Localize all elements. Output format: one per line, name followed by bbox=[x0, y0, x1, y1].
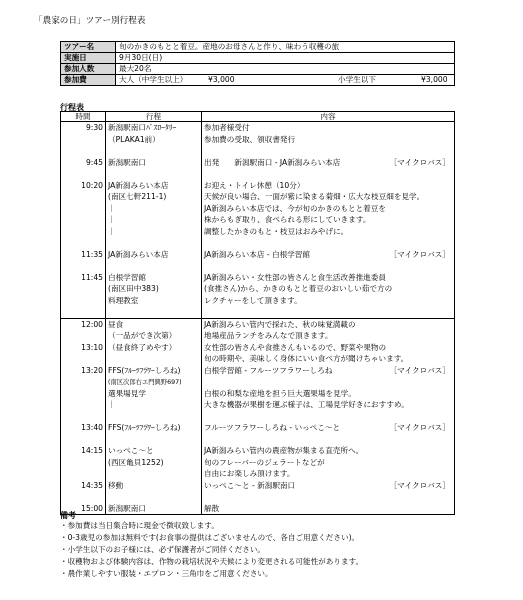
place-cell-text: いっぺこ～と bbox=[108, 446, 154, 455]
content-cell bbox=[202, 145, 454, 157]
time-cell bbox=[61, 180, 105, 192]
time-cell-text: 9:45 bbox=[85, 157, 103, 167]
place-cell bbox=[106, 457, 201, 469]
content-cell bbox=[202, 180, 454, 192]
place-cell-text: 昼食 bbox=[108, 319, 124, 329]
content-column bbox=[202, 122, 455, 319]
time-cell bbox=[61, 237, 105, 249]
content-cell-text: フルーツフラワーしろね - いっぺこ～と bbox=[204, 423, 341, 432]
place-cell bbox=[106, 306, 201, 318]
content-cell-text: 白根学習館 - フルーツフラワーしろね bbox=[204, 365, 333, 375]
header-place: 行程 bbox=[106, 112, 202, 122]
time-cell-text: 11:45 bbox=[81, 272, 103, 282]
place-cell-text: 白根学習館 bbox=[108, 272, 146, 282]
place-cell bbox=[106, 376, 201, 388]
place-cell bbox=[106, 226, 201, 238]
content-cell-text: 旬のフレーバーのジェラートなどが bbox=[204, 457, 325, 467]
time-cell bbox=[61, 168, 105, 180]
content-cell-text: 参加者様受付 bbox=[204, 123, 250, 132]
content-cell bbox=[202, 295, 454, 307]
transport-badge: ［マイクロバス］ bbox=[389, 480, 450, 490]
tour-fee bbox=[116, 75, 455, 86]
time-cell bbox=[61, 457, 105, 469]
place-cell bbox=[106, 330, 201, 342]
schedule-title: 行程表 bbox=[60, 103, 84, 112]
transport-badge: ［マイクロバス］ bbox=[389, 423, 450, 432]
content-cell bbox=[202, 445, 454, 457]
transport-badge: ［マイクロバス］ bbox=[389, 249, 450, 259]
content-cell bbox=[202, 191, 454, 203]
time-cell-text: 13:40 bbox=[81, 423, 103, 432]
place-cell bbox=[106, 295, 201, 307]
time-cell bbox=[61, 306, 105, 318]
place-cell bbox=[106, 365, 201, 377]
place-cell-text: 新潟駅南口 bbox=[108, 503, 146, 513]
content-cell bbox=[202, 480, 454, 492]
place-cell bbox=[106, 411, 201, 423]
content-cell bbox=[202, 237, 454, 249]
tour-info-table bbox=[60, 41, 455, 86]
place-cell-text: FFS(ﾌﾙｰﾂﾌﾗﾜｰしろね) bbox=[108, 365, 181, 375]
place-cell-text: ｜ bbox=[108, 226, 116, 236]
info-label: ツアー名 bbox=[61, 42, 116, 53]
place-cell bbox=[106, 237, 201, 249]
place-cell-text: ｜ bbox=[108, 215, 116, 224]
content-cell bbox=[202, 422, 454, 434]
content-cell-text: 参加費の受取、領収書発行 bbox=[204, 134, 296, 144]
content-cell bbox=[202, 503, 454, 515]
content-cell-text: JA新潟みらい本店では、今が旬のかきのもとと着豆を bbox=[204, 203, 386, 213]
content-cell bbox=[202, 388, 454, 400]
content-cell bbox=[202, 319, 454, 331]
place-cell-text: (南区次郎右エ門興野697) bbox=[108, 379, 182, 386]
time-cell bbox=[61, 319, 105, 331]
time-cell-text: 14:15 bbox=[81, 446, 103, 455]
tour-capacity: 最大20名 bbox=[116, 64, 455, 75]
time-cell-text: 13:20 bbox=[81, 365, 103, 375]
place-cell-text: FFS(ﾌﾙｰﾂﾌﾗﾜｰしろね) bbox=[108, 423, 181, 432]
place-cell bbox=[106, 157, 201, 169]
place-cell bbox=[106, 134, 201, 146]
content-cell bbox=[202, 214, 454, 226]
time-cell bbox=[61, 376, 105, 388]
document-title: 「農家の日」ツアー別行程表 bbox=[34, 16, 146, 26]
time-cell bbox=[61, 330, 105, 342]
time-cell bbox=[61, 353, 105, 365]
content-cell bbox=[202, 411, 454, 423]
place-cell bbox=[106, 503, 201, 515]
time-cell bbox=[61, 134, 105, 146]
place-cell bbox=[106, 214, 201, 226]
content-cell bbox=[202, 330, 454, 342]
content-cell-text: 女性部の皆さんや食推さんもいるので、野菜や果物の bbox=[204, 342, 387, 352]
content-cell-text: JA新潟みらい管内で採れた、秋の味覚満載の bbox=[204, 319, 356, 329]
time-cell bbox=[61, 388, 105, 400]
content-cell-text: JA新潟みらい・女性部の皆さんと食生活改善推進委員 bbox=[204, 272, 386, 282]
place-cell-text: JA新潟みらい本店 bbox=[108, 180, 169, 190]
content-cell-text: JA新潟みらい本店 - 白根学習館 bbox=[204, 249, 310, 259]
content-cell-text: 自由にお楽しみ頂けます。 bbox=[204, 469, 295, 478]
time-cell bbox=[61, 122, 105, 134]
time-cell bbox=[61, 260, 105, 272]
place-cell-text: JA新潟みらい本店 bbox=[108, 249, 169, 259]
time-cell-text: 13:10 bbox=[81, 342, 103, 352]
time-cell bbox=[61, 203, 105, 215]
place-cell bbox=[106, 480, 201, 492]
place-cell bbox=[106, 203, 201, 215]
content-cell bbox=[202, 306, 454, 318]
place-cell bbox=[106, 468, 201, 480]
place-cell bbox=[106, 122, 201, 134]
content-cell bbox=[202, 491, 454, 503]
fee-child-label: 小学生以下 bbox=[338, 75, 376, 84]
transport-badge: ［マイクロバス］ bbox=[389, 157, 450, 167]
time-cell bbox=[61, 434, 105, 446]
place-cell-text: 新潟駅南口ﾊﾞｽﾛｰﾀﾘｰ bbox=[108, 123, 177, 132]
note-item: ・参加費は当日集合時に現金で徴収致します。 bbox=[60, 521, 219, 530]
place-cell-text: ｜ bbox=[108, 203, 116, 213]
schedule-block-morning bbox=[61, 122, 455, 319]
content-cell-text: お迎え・トイレ休憩（10分） bbox=[204, 180, 305, 190]
time-cell bbox=[61, 283, 105, 295]
place-cell bbox=[106, 191, 201, 203]
time-cell-text: 12:00 bbox=[81, 319, 103, 329]
info-label: 参加費 bbox=[61, 75, 116, 86]
place-cell-text: 新潟駅南口 bbox=[108, 157, 146, 167]
content-cell bbox=[202, 168, 454, 180]
place-cell bbox=[106, 249, 201, 261]
content-cell-text: 地場産品ランチをみんなで頂きます。 bbox=[204, 331, 333, 340]
time-cell bbox=[61, 272, 105, 284]
time-cell-text: 9:30 bbox=[85, 123, 103, 132]
time-cell bbox=[61, 468, 105, 480]
time-cell-text: 10:20 bbox=[81, 180, 103, 190]
content-cell bbox=[202, 249, 454, 261]
content-cell bbox=[202, 283, 454, 295]
note-item: ・収穫物および体験内容は、作物の栽培状況や天候により変更される可能性があります。 bbox=[60, 557, 364, 566]
time-cell bbox=[61, 295, 105, 307]
place-column bbox=[106, 318, 202, 515]
place-cell-text: (南区七軒211-1) bbox=[108, 192, 167, 201]
place-cell-text: ｜ bbox=[108, 400, 116, 409]
content-cell-text: 株からもぎ取り、食べられる形にしていきます。 bbox=[204, 215, 371, 224]
place-cell bbox=[106, 168, 201, 180]
schedule-table bbox=[60, 111, 455, 515]
note-item: ・0-3歳児の参加は無料です(お食事の提供はございませんので、各自ご用意ください)。 bbox=[60, 533, 360, 542]
time-cell bbox=[61, 191, 105, 203]
place-cell-text: 選果場見学 bbox=[108, 388, 146, 398]
time-cell bbox=[61, 214, 105, 226]
content-column bbox=[202, 318, 455, 515]
place-cell bbox=[106, 180, 201, 192]
time-cell bbox=[61, 411, 105, 423]
content-cell-text: レクチャーをして頂きます。 bbox=[204, 295, 302, 305]
time-column bbox=[61, 122, 106, 319]
header-content: 内容 bbox=[202, 112, 455, 122]
content-cell-text: 解散 bbox=[204, 503, 220, 513]
info-label: 実施日 bbox=[61, 53, 116, 64]
place-cell bbox=[106, 342, 201, 354]
content-cell bbox=[202, 260, 454, 272]
place-cell-text: (南区田中383) bbox=[108, 284, 159, 293]
place-cell bbox=[106, 445, 201, 457]
note-item: ・農作業しやすい服装・エプロン・三角巾をご用意ください。 bbox=[60, 569, 273, 578]
content-cell bbox=[202, 399, 454, 411]
content-cell bbox=[202, 272, 454, 284]
place-cell bbox=[106, 388, 201, 400]
fee-child-price: ¥3,000 bbox=[421, 75, 448, 84]
place-cell bbox=[106, 434, 201, 446]
content-cell bbox=[202, 434, 454, 446]
time-cell-text: 15:00 bbox=[81, 503, 103, 513]
content-cell bbox=[202, 353, 454, 365]
place-cell-text: （一品ができ次第） bbox=[108, 331, 177, 340]
time-cell bbox=[61, 249, 105, 261]
place-cell bbox=[106, 353, 201, 365]
place-cell-text: 移動 bbox=[108, 480, 124, 490]
note-item: ・小学生以下のお子様には、必ず保護者がご同伴ください。 bbox=[60, 545, 266, 554]
place-cell-text: (西区亀貝1252) bbox=[108, 457, 164, 467]
content-cell bbox=[202, 226, 454, 238]
content-cell bbox=[202, 468, 454, 480]
time-cell bbox=[61, 399, 105, 411]
content-cell-text: 出発 新潟駅南口 - JA新潟みらい本店 bbox=[204, 157, 341, 167]
place-cell bbox=[106, 491, 201, 503]
tour-name: 旬のかきのもとと着豆。産地のお母さんと作り、味わう収穫の旅 bbox=[116, 42, 455, 53]
time-cell bbox=[61, 145, 105, 157]
place-cell bbox=[106, 272, 201, 284]
content-cell-text: 白根の和梨な産地を担う巨大選果場を見学。 bbox=[204, 388, 356, 398]
content-cell-text: 旬の時期や、美味しく身体にいい食べ方が聞けちゃいます。 bbox=[204, 354, 409, 363]
content-cell bbox=[202, 134, 454, 146]
place-cell bbox=[106, 260, 201, 272]
place-cell bbox=[106, 422, 201, 434]
content-cell-text: 天候が良い場合、一面が紫に染まる菊畑・広大な枝豆畑を見学。 bbox=[204, 192, 425, 201]
place-cell bbox=[106, 283, 201, 295]
content-cell bbox=[202, 342, 454, 354]
notes-title: 備考 bbox=[60, 511, 76, 520]
content-cell-text: いっぺこ～と - 新潟駅南口 bbox=[204, 480, 296, 490]
content-cell-text: 調整したかきのもと・枝豆はおみやげに。 bbox=[204, 226, 349, 236]
content-cell-text: 大きな機器が果樹を運ぶ様子は、工場見学好きにおすすめ。 bbox=[204, 400, 409, 409]
time-cell bbox=[61, 342, 105, 354]
place-cell bbox=[106, 145, 201, 157]
time-cell bbox=[61, 365, 105, 377]
content-cell bbox=[202, 157, 454, 169]
fee-adult-price: ¥3,000 bbox=[208, 75, 235, 84]
content-cell bbox=[202, 457, 454, 469]
place-cell bbox=[106, 399, 201, 411]
content-cell bbox=[202, 376, 454, 388]
content-cell bbox=[202, 365, 454, 377]
content-cell-text: (食推さん)から、かきのもとと着豆のおいしい茹で方の bbox=[204, 284, 393, 293]
content-cell bbox=[202, 203, 454, 215]
time-cell-text: 14:35 bbox=[81, 480, 103, 490]
place-cell bbox=[106, 319, 201, 331]
time-column bbox=[61, 318, 106, 515]
place-cell-text: （PLAKA1前） bbox=[108, 134, 160, 144]
schedule-block-afternoon bbox=[61, 318, 455, 515]
info-label: 参加人数 bbox=[61, 64, 116, 75]
place-column bbox=[106, 122, 202, 319]
time-cell bbox=[61, 491, 105, 503]
place-cell-text: 料理教室 bbox=[108, 295, 139, 305]
time-cell-text: 11:35 bbox=[81, 249, 103, 259]
time-cell bbox=[61, 226, 105, 238]
content-cell bbox=[202, 122, 454, 134]
time-cell bbox=[61, 157, 105, 169]
place-cell-text: （昼食終了めやす） bbox=[108, 342, 177, 352]
time-cell bbox=[61, 445, 105, 457]
tour-date: 9月30日(日) bbox=[116, 53, 455, 64]
transport-badge: ［マイクロバス］ bbox=[389, 365, 450, 375]
time-cell bbox=[61, 422, 105, 434]
content-cell-text: JA新潟みらい管内の農産物が集まる直売所へ。 bbox=[204, 446, 364, 455]
header-time: 時間 bbox=[61, 112, 106, 122]
fee-adult-label: 大人（中学生以上） bbox=[119, 75, 188, 84]
time-cell bbox=[61, 480, 105, 492]
